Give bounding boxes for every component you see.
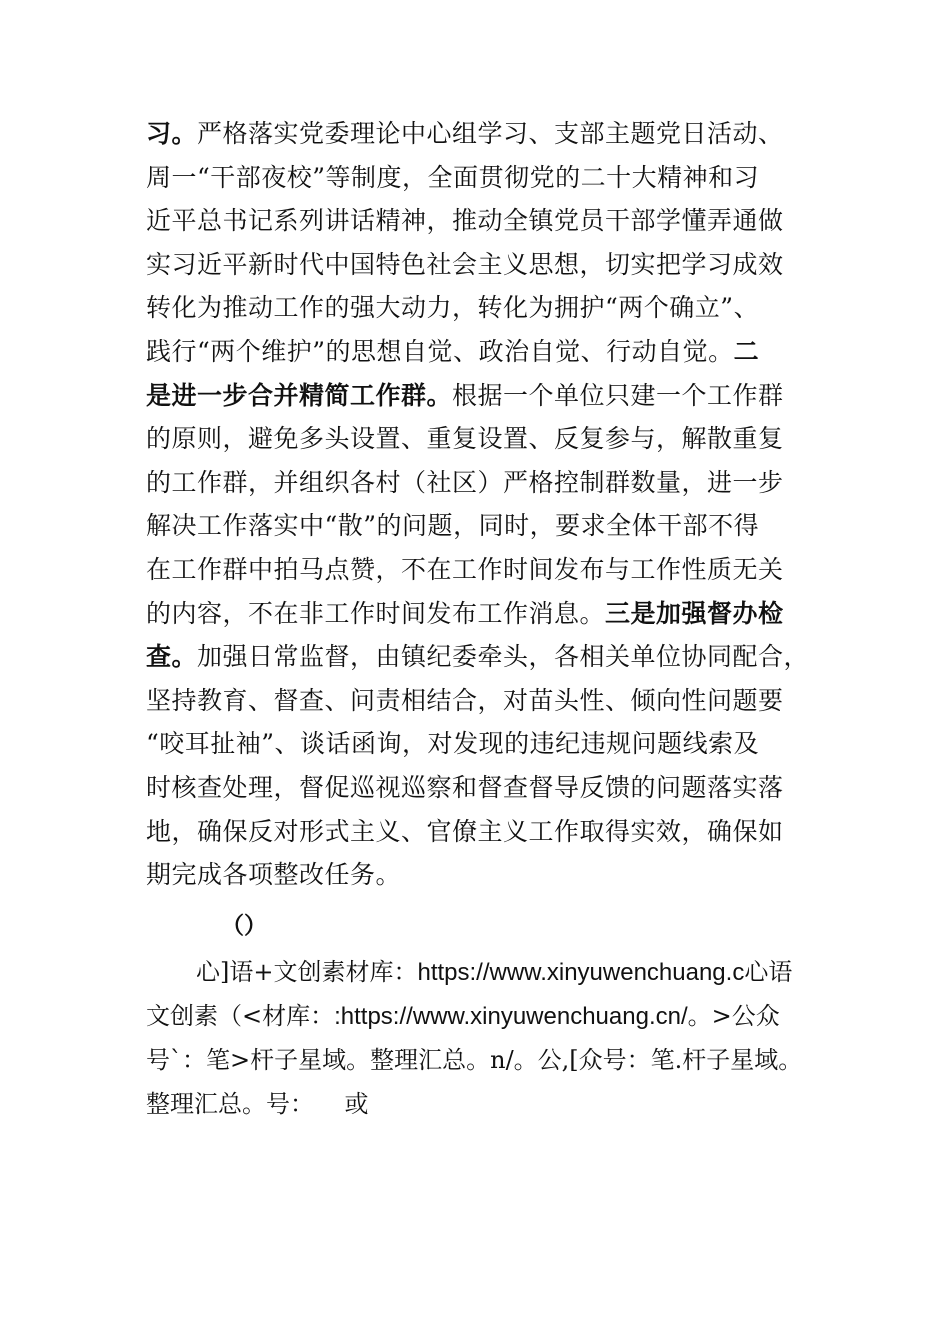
paragraph-line [146,286,826,330]
text-run: 地，确保反对形式主义、官僚主义工作取得实效，确保如 [146,816,784,846]
footer-text: 。>公众 [687,1002,780,1030]
paragraph-line [146,199,826,243]
paragraph-line [146,548,826,592]
footer-text: 心语 [744,958,793,986]
paragraph-line [146,461,826,505]
footer-url: https://www.xinyuwenchuang.c [417,959,745,986]
paragraph-line [146,592,826,636]
text-run: 的工作群，并组织各村（社区）严格控制群数量，进一步 [146,467,784,497]
footer-text: 文创素（<材库： [146,1002,335,1030]
text-run: 时核查处理，督促巡视巡察和督查督导反馈的问题落实落 [146,772,784,802]
paragraph-line [146,810,826,854]
paragraph-line [146,853,826,897]
paragraph-line [146,156,826,200]
text-run: 在工作群中拍马点赞，不在工作时间发布与工作性质无关 [146,554,784,584]
paragraph-line [146,417,826,461]
paragraph-line [146,504,826,548]
footer-text: 心]语+文创素材库： [196,958,418,986]
text-run: 加强日常监督，由镇纪委牵头，各相关单位协同配合， [197,642,810,672]
paragraph-line [146,635,826,679]
empty-heading: （） [221,912,267,939]
paragraph-line [146,243,826,287]
paragraph-line [146,112,826,156]
footer-line-4: 整理汇总。号： 或 [146,1090,369,1118]
text-run: 周一“干部夜校”等制度，全面贯彻党的二十大精神和习 [146,162,760,192]
bold-phrase: 习。 [146,119,198,148]
text-run: 的原则，避免多头设置、重复设置、反复参与，解散重复 [146,424,784,454]
bold-phrase: 是进一步合并精简工作群。 [146,380,453,410]
body-paragraph [146,112,826,897]
paragraph-line [146,722,826,766]
paragraph-line [146,766,826,810]
text-run: 根据一个单位只建一个工作群 [452,380,784,410]
paragraph-line [146,679,826,723]
text-run: 期完成各项整改任务。 [146,860,402,890]
text-run: 的内容，不在非工作时间发布工作消息。 [146,598,606,628]
text-run: 解决工作落实中“散”的问题，同时，要求全体干部不得 [146,511,760,541]
footer-line-3: 号`：笔>杆子星域。整理汇总。n/。公,[众号：笔.杆子星域。 [146,1046,803,1074]
footer-line-1 [146,950,846,994]
paragraph-line [146,374,826,418]
footer-line-2 [146,994,846,1038]
text-run: “咬耳扯袖”、谈话函询，对发现的违纪违规问题线索及 [146,729,760,759]
bold-phrase: 二 [733,336,760,366]
paragraph-line [146,330,826,374]
text-run: 近平总书记系列讲话精神，推动全镇党员干部学懂弄通做 [146,206,784,236]
text-run: 严格落实党委理论中心组学习、支部主题党日活动、 [197,119,784,148]
bold-phrase: 查。 [146,642,198,672]
bold-phrase: 三是加强督办检 [605,598,784,628]
text-run: 实习近平新时代中国特色社会主义思想，切实把学习成效 [146,249,784,279]
text-run: 坚持教育、督查、问责相结合，对苗头性、倾向性问题要 [146,685,784,715]
text-run: 践行“两个维护”的思想自觉、政治自觉、行动自觉。 [146,336,734,366]
watermark-footer [146,950,846,1126]
text-run: 转化为推动工作的强大动力，转化为拥护“两个确立”、 [146,293,760,323]
footer-url: :https://www.xinyuwenchuang.cn/ [334,1003,688,1030]
